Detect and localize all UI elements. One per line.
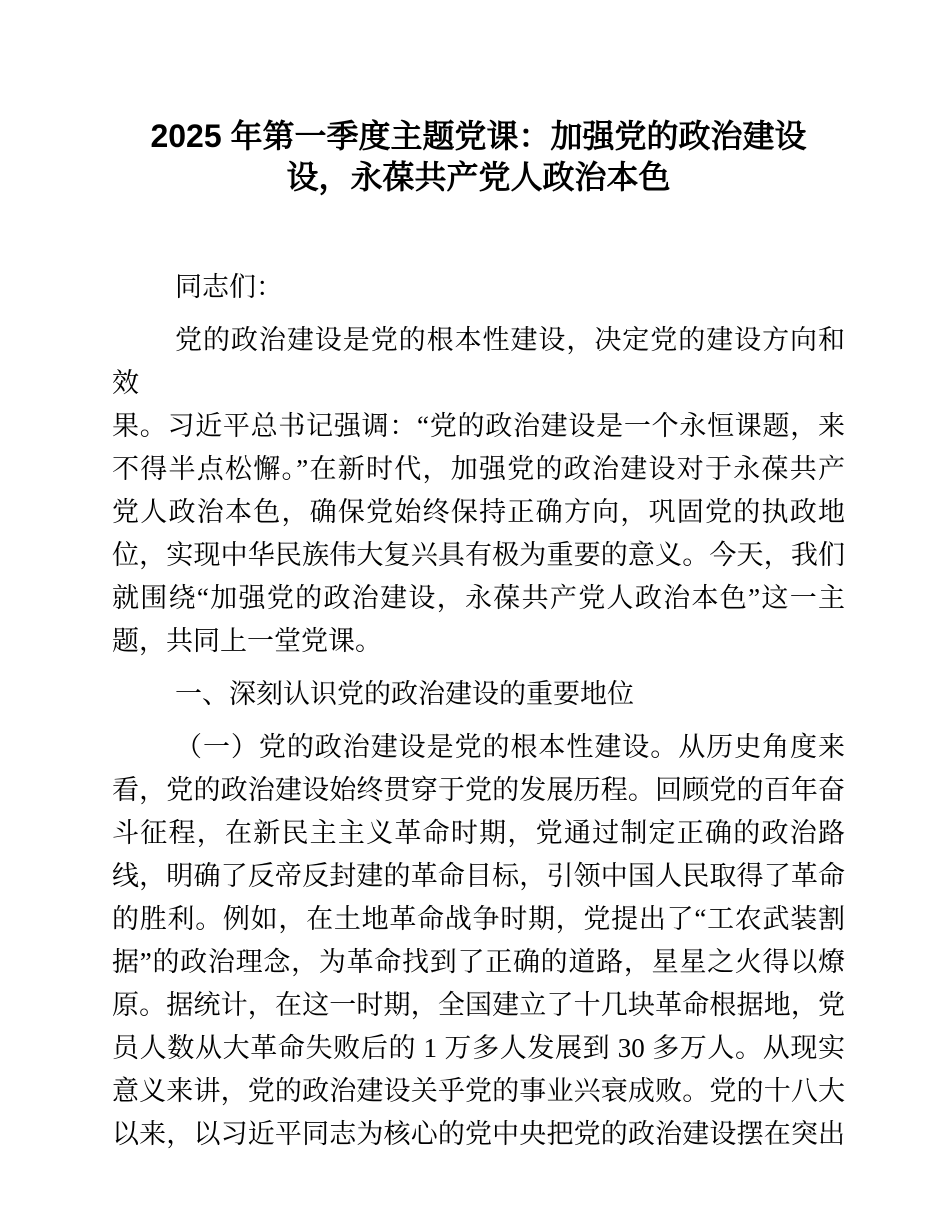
body-line: 以来，以习近平同志为核心的党中央把党的政治建设摆在突出 (112, 1119, 845, 1149)
body-line: 意义来讲，党的政治建设关乎党的事业兴衰成败。党的十八大 (112, 1076, 845, 1106)
body-line: 原。据统计，在这一时期，全国建立了十几块革命根据地，党 (112, 990, 845, 1020)
body-line: 就围绕“加强党的政治建设，永葆共产党人政治本色”这一主 (112, 583, 845, 613)
body-line: 党的政治建设是党的根本性建设，决定党的建设方向和效 (112, 325, 845, 398)
body-line: 不得半点松懈。”在新时代，加强党的政治建设对于永葆共产 (112, 454, 845, 484)
body-line: 党人政治本色，确保党始终保持正确方向，巩固党的执政地 (112, 497, 845, 527)
body-line: 看，党的政治建设始终贯穿于党的发展历程。回顾党的百年奋 (112, 775, 845, 805)
body-line: 位，实现中华民族伟大复兴具有极为重要的意义。今天，我们 (112, 540, 845, 570)
section-heading-line: 一、深刻认识党的政治建设的重要地位 (175, 679, 634, 709)
document-title (112, 116, 845, 198)
body-line: （一）党的政治建设是党的根本性建设。从历史角度来 (175, 732, 845, 762)
body-line: 果。习近平总书记强调：“党的政治建设是一个永恒课题，来 (112, 411, 845, 441)
document-body (112, 266, 845, 1156)
document-title-line: 设，永葆共产党人政治本色 (286, 159, 671, 195)
body-line: 题，共同上一堂党课。 (112, 626, 382, 656)
body-line: 线，明确了反帝反封建的革命目标，引领中国人民取得了革命 (112, 861, 845, 891)
body-line: 斗征程，在新民主主义革命时期，党通过制定正确的政治路 (112, 818, 845, 848)
body-line: 同志们： (175, 272, 283, 302)
section-paragraph (112, 726, 845, 1156)
salutation-paragraph (112, 266, 845, 309)
document-title-line: 2025 年第一季度主题党课：加强党的政治建设 (150, 118, 807, 154)
section-heading (112, 673, 845, 716)
body-line: 的胜利。例如，在土地革命战争时期，党提出了“工农武装割 (112, 904, 845, 934)
body-line: 员人数从大革命失败后的 1 万多人发展到 30 多万人。从现实 (112, 1033, 845, 1063)
body-line: 据”的政治理念，为革命找到了正确的道路，星星之火得以燎 (112, 947, 845, 977)
intro-paragraph (112, 319, 845, 663)
